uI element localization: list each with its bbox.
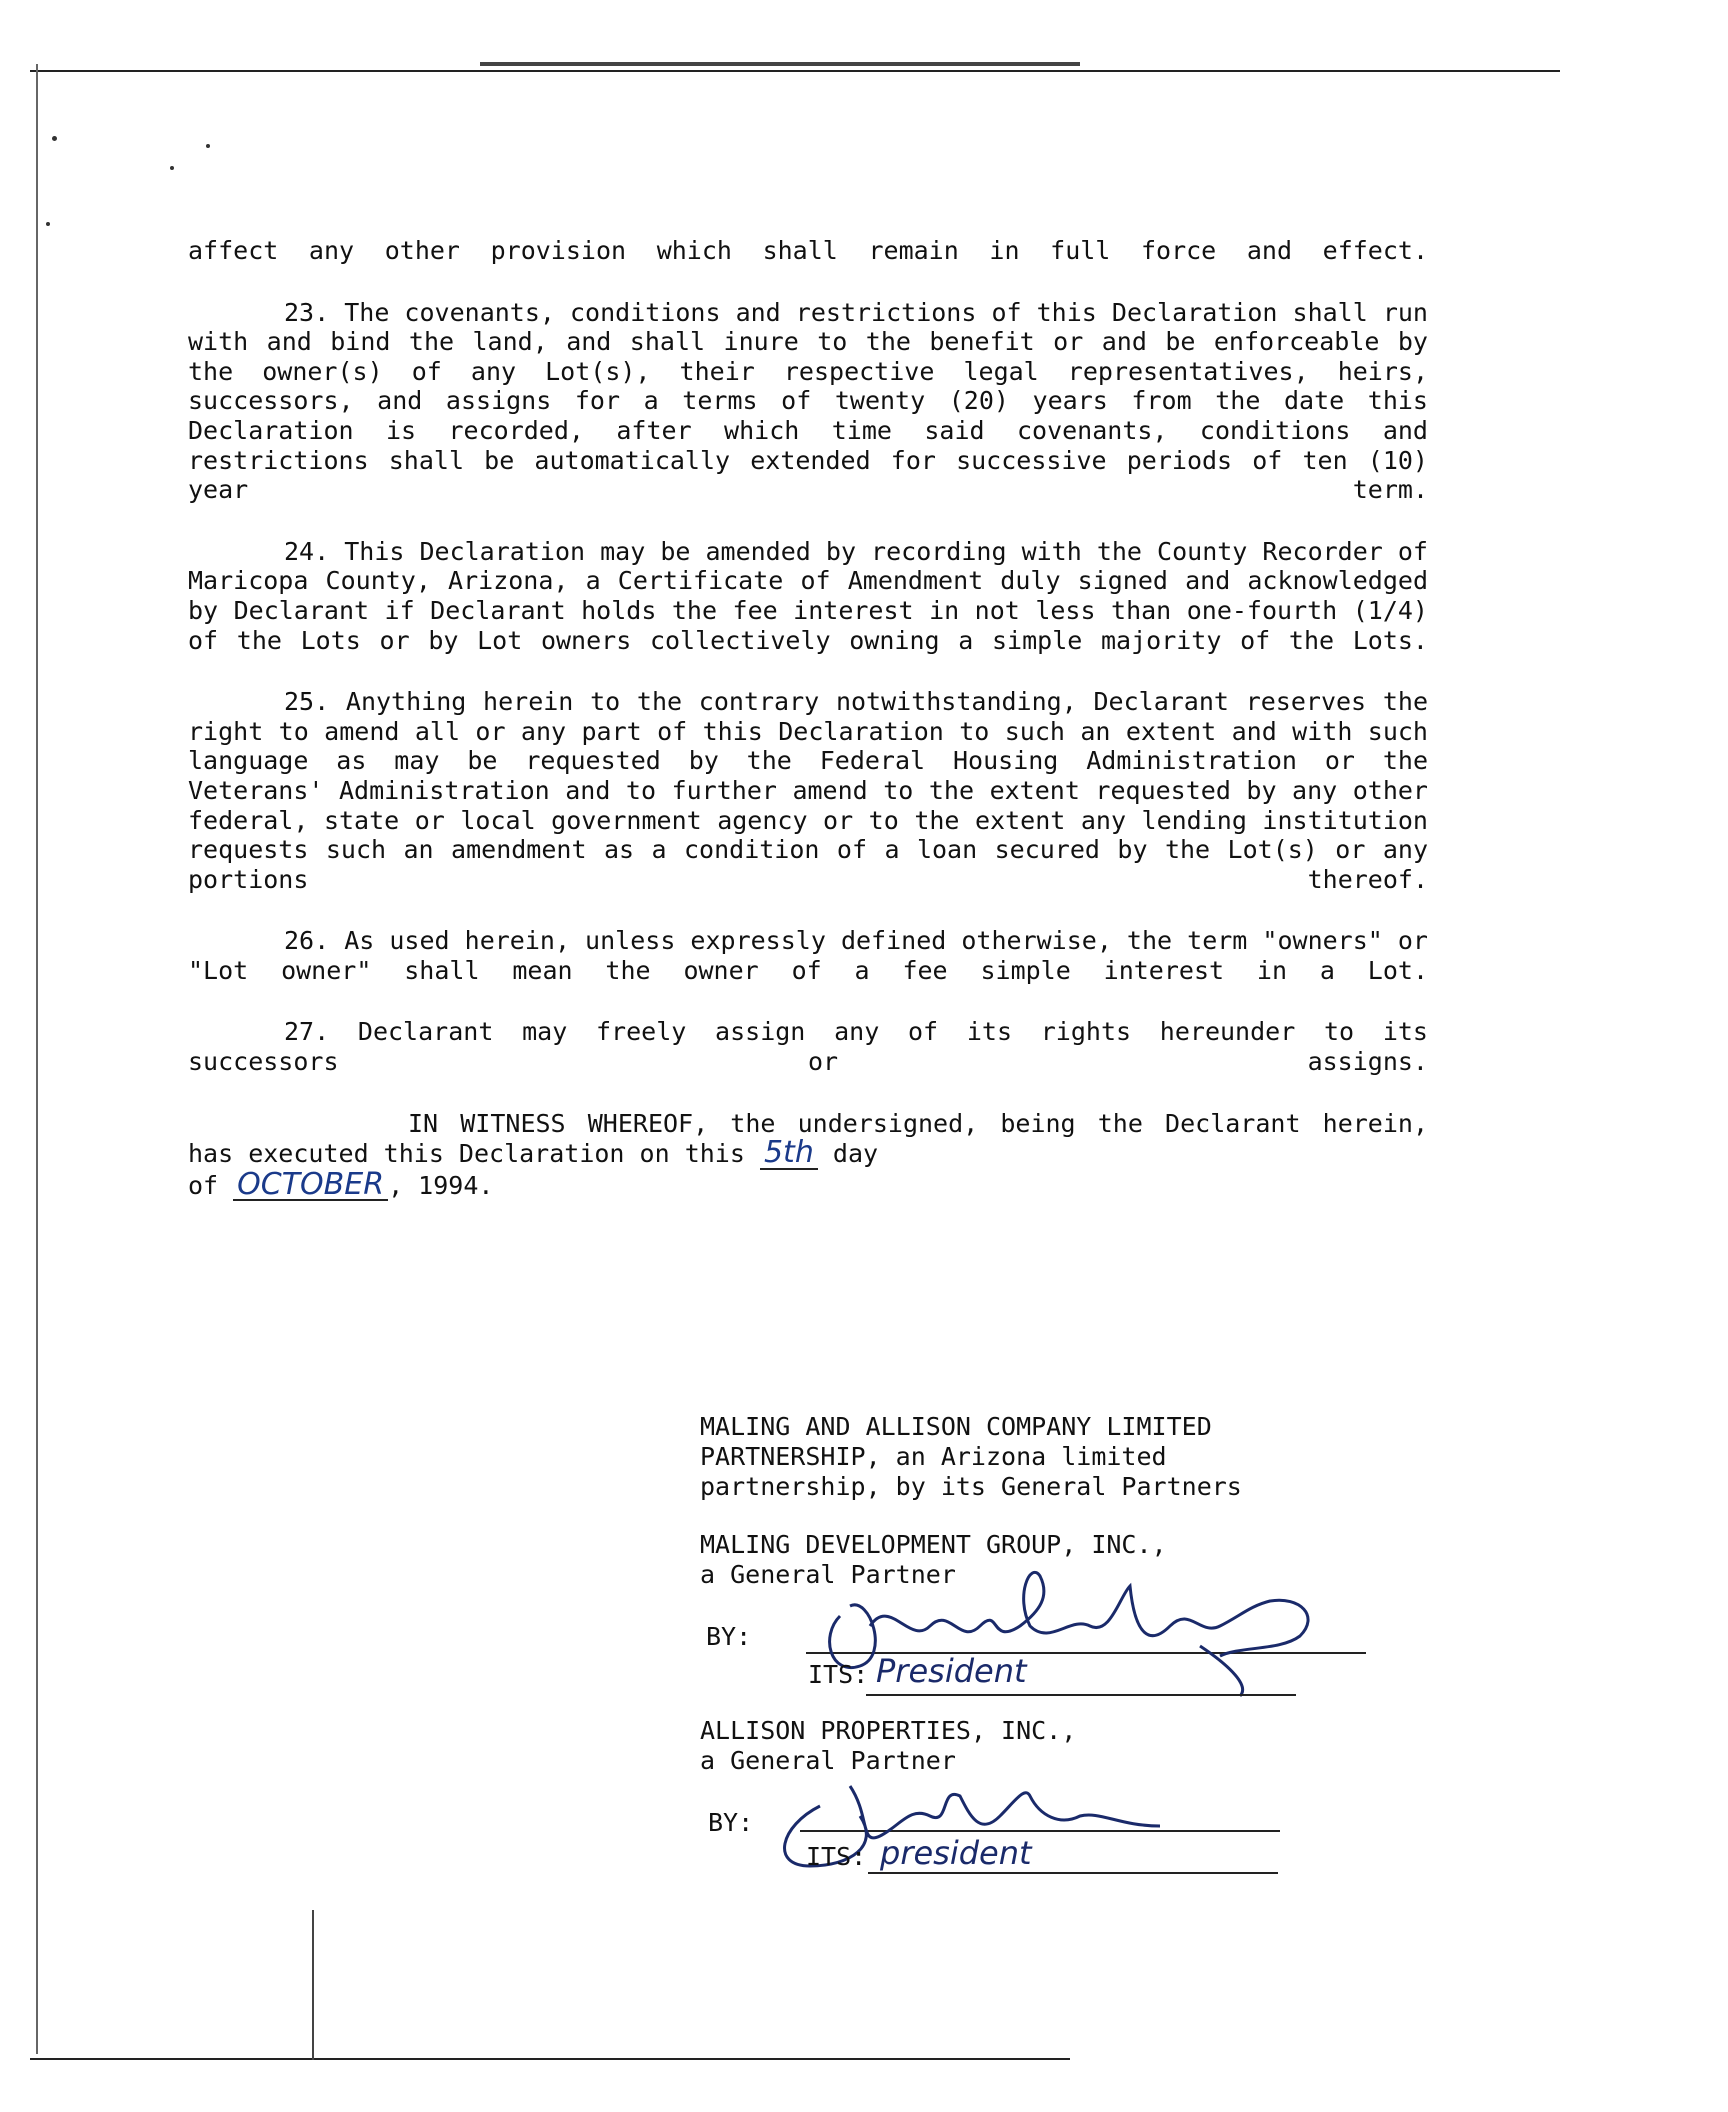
paragraph-23 <box>188 298 1428 505</box>
paragraph-number: 25. <box>284 687 330 717</box>
paragraph-number: 27. <box>284 1017 330 1047</box>
paragraph-number: 24. <box>284 536 330 566</box>
bottom-border-line <box>30 2058 1070 2060</box>
partner-2-name: ALLISON PROPERTIES, INC., <box>700 1716 1077 1745</box>
witness-of-label: of <box>188 1170 219 1200</box>
left-border-line <box>36 64 38 2054</box>
scan-speck <box>206 144 210 148</box>
signatory-line-2: PARTNERSHIP, an Arizona limited <box>700 1442 1167 1471</box>
paragraph-number: 23. <box>284 297 330 327</box>
paragraph-text: The covenants, conditions and restrictions of this Declaration shall run with and bind the land, and shall inure to the benefit or and be enforceable by the owner(s) of any Lot(s), their respective legal representatives, heirs, successors, and assigns for a terms of twenty (20) years from the date this Declaration is recorded, after which time said covenants, conditions and restrictions shall be automatically extended for successive periods of ten (10) year term. <box>188 297 1428 505</box>
partner-1-its-line <box>866 1694 1296 1696</box>
partner-1-its-label: ITS: <box>808 1660 869 1689</box>
partner-1-its-value: President <box>876 1652 1027 1690</box>
scan-speck <box>52 136 57 141</box>
paragraph-text: As used herein, unless expressly defined otherwise, the term "owners" or "Lot owner" shall mean the owner of a fee simple interest in a Lot. <box>188 926 1428 985</box>
paragraph-text: Anything herein to the contrary notwithstanding, Declarant reserves the right to amend all or any part of this Declaration to such an extent and with such language as may be requested by the Federal Housing Administration or the Veterans' Administration and to further amend to the extent requested by any other federal, state or local government agency or to the extent any lending institution requests such an amendment as a condition of a loan secured by the Lot(s) or any portions thereof. <box>188 687 1428 894</box>
partner-1-role: a General Partner <box>700 1560 956 1589</box>
partner-2-its-label: ITS: <box>806 1842 867 1871</box>
partner-1-by-label: BY: <box>706 1622 752 1651</box>
paragraph-number: 26. <box>284 926 330 956</box>
partner-2-by-label: BY: <box>708 1808 754 1837</box>
handwritten-day: 5th <box>760 1138 818 1170</box>
paragraph-text: Declarant may freely assign any of its rights hereunder to its successors or assigns. <box>188 1017 1428 1077</box>
paragraph-25 <box>188 687 1428 894</box>
scan-speck <box>46 222 50 226</box>
top-border-thick <box>480 62 1080 66</box>
signatory-block <box>700 1412 1420 1502</box>
partner-2-its-line <box>868 1872 1278 1874</box>
paragraph-22-tail <box>188 236 1428 266</box>
paragraph-text: affect any other provision which shall remain in full force and effect. <box>188 236 1428 265</box>
paragraph-27 <box>188 1017 1428 1076</box>
paragraph-text: This Declaration may be amended by recording with the County Recorder of Maricopa County, Arizona, a Certificate of Amendment duly signed and acknowledged by Declarant if Declarant holds the fee interest in not less than one-fourth (1/4) of the Lots or by Lot owners collectively owning a simple majority of the Lots. <box>188 536 1428 655</box>
declaration-body <box>188 236 1428 1233</box>
witness-year: , 1994. <box>388 1170 494 1200</box>
paragraph-24 <box>188 537 1428 655</box>
partner-2-role: a General Partner <box>700 1746 956 1775</box>
signatory-line-1: MALING AND ALLISON COMPANY LIMITED <box>700 1412 1212 1441</box>
top-border-line <box>30 70 1560 72</box>
witness-lead: IN WITNESS WHEREOF, the undersigned, being the Declarant herein, has executed this Declaration on this <box>188 1108 1428 1169</box>
witness-day-suffix: day <box>832 1139 879 1169</box>
bottom-vertical-line <box>312 1910 314 2060</box>
partner-1-name: MALING DEVELOPMENT GROUP, INC., <box>700 1530 1167 1559</box>
signatory-line-3: partnership, by its General Partners <box>700 1472 1242 1501</box>
scan-speck <box>170 166 174 170</box>
partner-2-its-value: president <box>880 1834 1032 1872</box>
handwritten-month: OCTOBER <box>233 1170 388 1202</box>
paragraph-26 <box>188 926 1428 985</box>
witness-clause <box>188 1109 1428 1202</box>
